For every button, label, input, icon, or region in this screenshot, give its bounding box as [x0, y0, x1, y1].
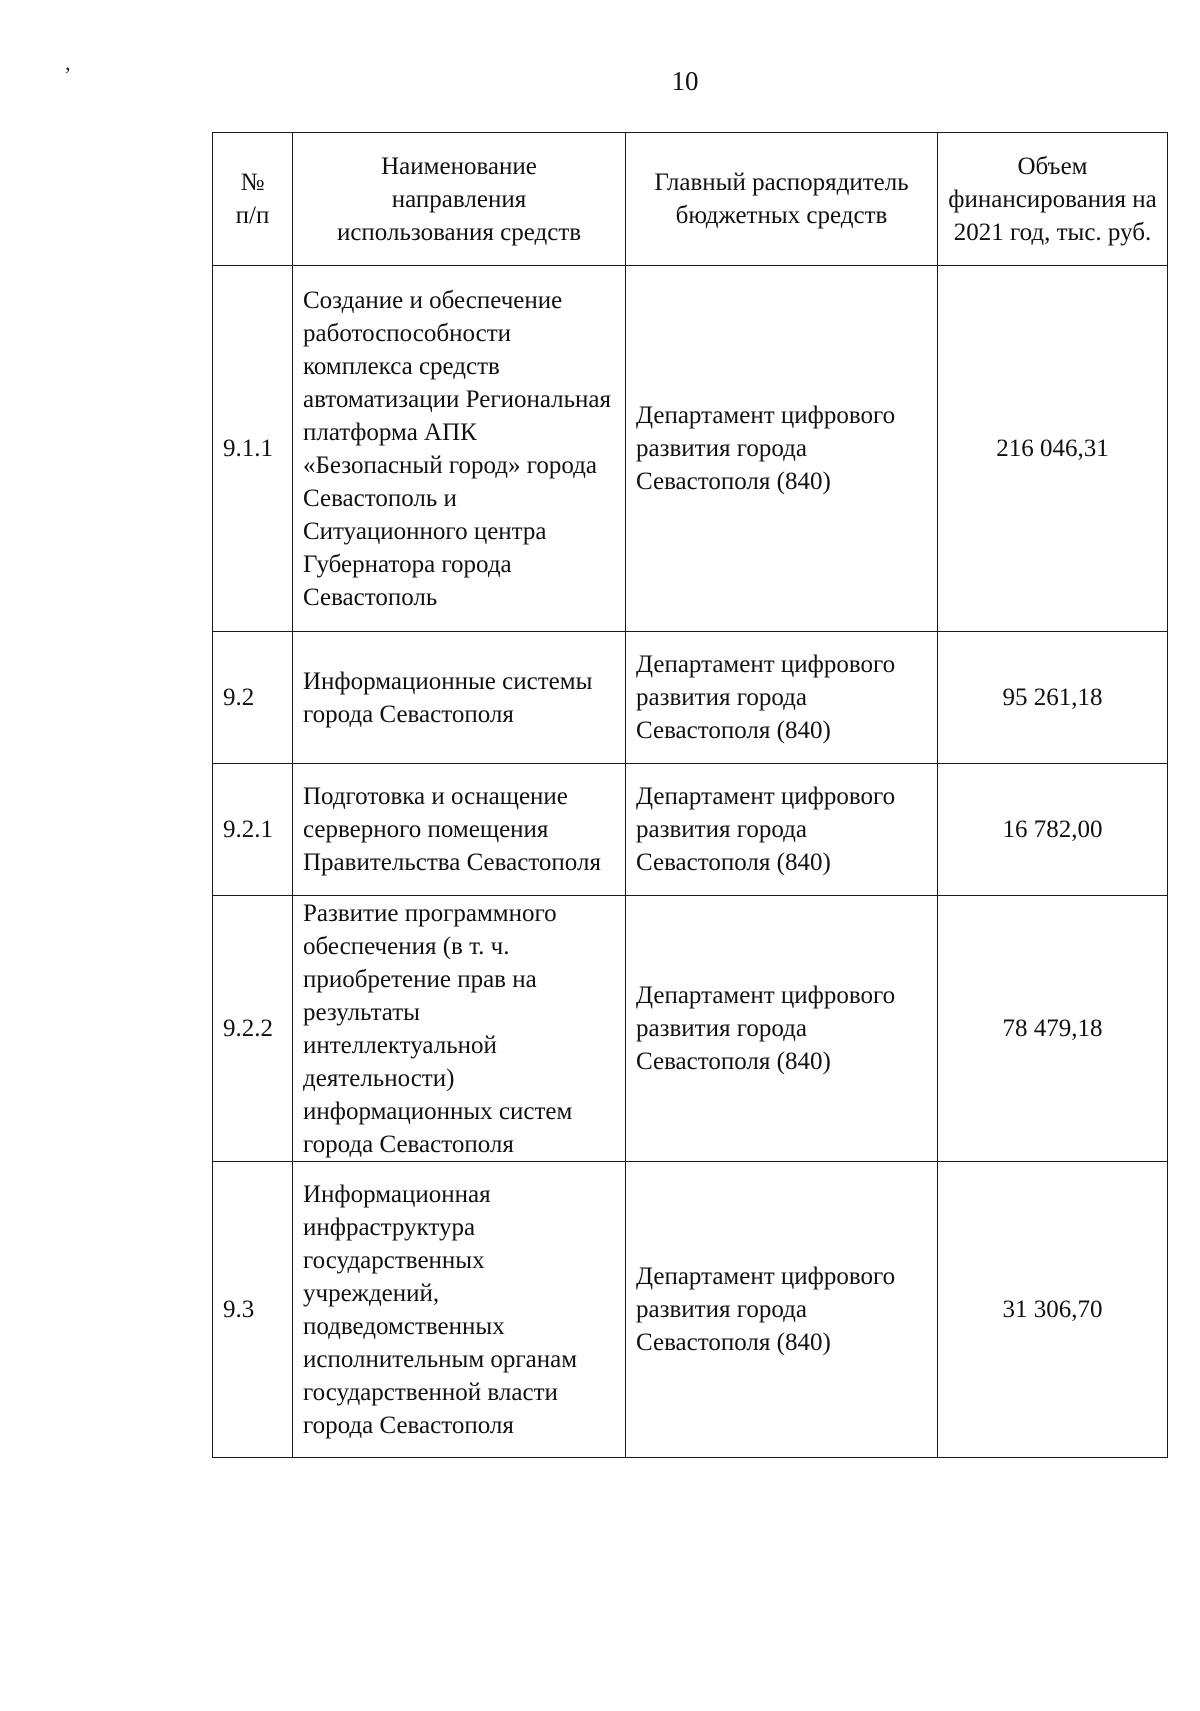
row-funding-amount: 216 046,31: [938, 266, 1168, 632]
row-budget-manager: Департамент цифрового развития города Севастополя (840): [626, 896, 938, 1162]
funding-table: [212, 132, 1168, 1458]
header-funding-amount: Объем финансирования на 2021 год, тыс. руб.: [938, 133, 1168, 266]
row-budget-manager: Департамент цифрового развития города Севастополя (840): [626, 266, 938, 632]
row-direction-name: Создание и обеспечение работоспособности комплекса средств автоматизации Региональная платформа АПК «Безопасный город» города Севастополь и Ситуационного центра Губернатора города Севастополь: [293, 266, 626, 632]
funding-table-container: [212, 132, 1168, 1458]
row-direction-name: Информационные системы города Севастополя: [293, 632, 626, 764]
table-row: [213, 632, 1168, 764]
row-budget-manager: Департамент цифрового развития города Севастополя (840): [626, 632, 938, 764]
row-direction-name: Информационная инфраструктура государственных учреждений, подведомственных исполнительным органам государственной власти города Севастополя: [293, 1162, 626, 1458]
page-number: 10: [671, 66, 699, 96]
row-number: 9.3: [213, 1162, 293, 1458]
row-number: 9.2.1: [213, 764, 293, 896]
row-number: 9.2.2: [213, 896, 293, 1162]
row-number: 9.2: [213, 632, 293, 764]
row-budget-manager: Департамент цифрового развития города Севастополя (840): [626, 764, 938, 896]
row-number: 9.1.1: [213, 266, 293, 632]
table-row: [213, 1162, 1168, 1458]
table-header-row: [213, 133, 1168, 266]
row-direction-name: Подготовка и оснащение серверного помещения Правительства Севастополя: [293, 764, 626, 896]
header-direction-name: Наименование направления использования средств: [293, 133, 626, 266]
row-funding-amount: 95 261,18: [938, 632, 1168, 764]
table-row: [213, 896, 1168, 1162]
table-row: [213, 266, 1168, 632]
row-funding-amount: 31 306,70: [938, 1162, 1168, 1458]
table-row: [213, 764, 1168, 896]
row-funding-amount: 16 782,00: [938, 764, 1168, 896]
row-direction-name: Развитие программного обеспечения (в т. ч. приобретение прав на результаты интеллектуальной деятельности) информационных систем города Севастополя: [293, 896, 626, 1162]
row-budget-manager: Департамент цифрового развития города Севастополя (840): [626, 1162, 938, 1458]
row-funding-amount: 78 479,18: [938, 896, 1168, 1162]
stray-mark: ’: [64, 62, 72, 87]
header-budget-manager: Главный распорядитель бюджетных средств: [626, 133, 938, 266]
header-number: № п/п: [213, 133, 293, 266]
